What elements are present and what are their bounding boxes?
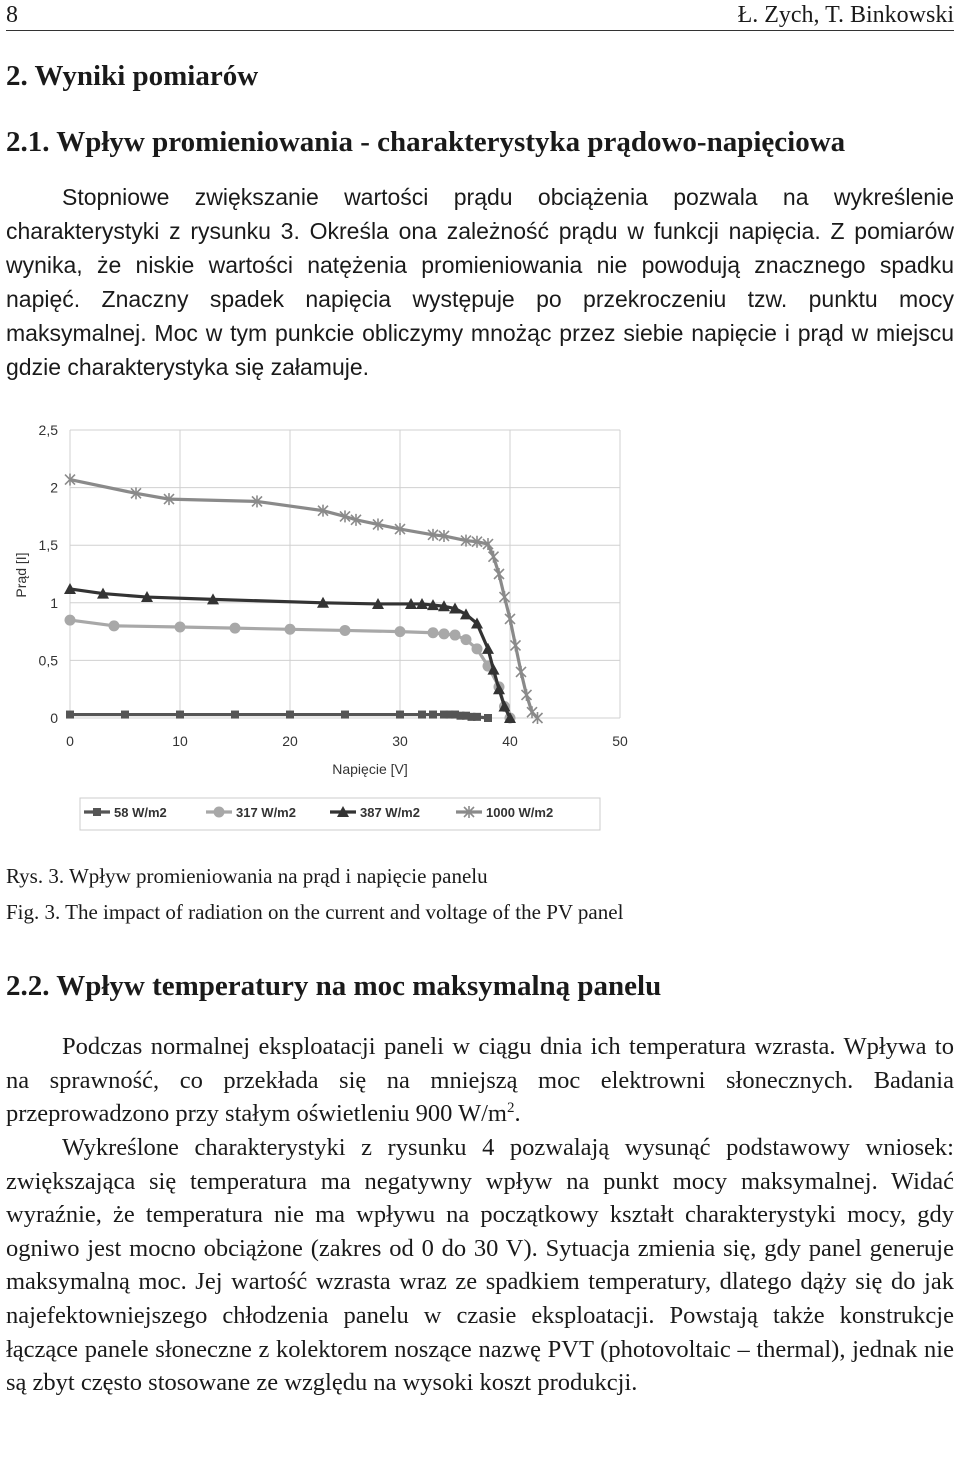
legend-label: 58 W/m2 [114, 805, 167, 820]
data-point [516, 666, 526, 678]
data-point [489, 551, 499, 563]
paragraph-temperature-1-text: Podczas normalnej eksploatacji paneli w ciągu dnia ich temperatura wzrasta. Wpływa to na sprawność, co przekłada się na mniejszą moc elektrowni słonecznych. Badania przeprowadzono przy stałym oświetleniu 900 W/m [6, 1033, 954, 1128]
series-3 [65, 474, 543, 724]
x-tick-label: 50 [612, 733, 628, 749]
data-point [395, 626, 406, 637]
running-authors: Ł. Zych, T. Binkowski [737, 2, 954, 28]
y-axis-label: Prąd [I] [13, 552, 29, 598]
data-point [175, 621, 186, 632]
iv-chart [0, 400, 960, 840]
x-tick-label: 10 [172, 733, 188, 749]
legend-label: 317 W/m2 [236, 805, 296, 820]
data-point [500, 591, 510, 603]
data-point [65, 615, 76, 626]
data-point [286, 711, 294, 719]
data-point [121, 711, 129, 719]
paragraph-temperature-2: Wykreślone charakterystyki z rysunku 4 pozwalają wysunąć podstawowy wniosek: zwiększająca się temperatura ma negatywny wpływ na punkt mocy maksymalnej. Widać wyraźnie, że temperatura nie ma wpływu na początkowy kształt charakterystyki mocy, gdy ogniwo jest mocno obciążone (zakres od 0 do 30 V). Sytuacja zmienia się, gdy panel generuje maksymalną moc. Jej wartość wzrasta wraz ze spadkiem temperatury, dlatego dąży się do jak najefektowniejszego chłodzenia panelu w czasie eksploatacji. Powstają także konstrukcje łączące panele słoneczne z kolektorem noszące nazwę PVT (photovoltaic – thermal), jednak nie są zbyt często stosowane ze względu na wysoki koszt produkcji. [6, 1134, 954, 1397]
chart-ticks [39, 422, 628, 749]
y-tick-label: 2 [50, 479, 58, 496]
data-point [461, 634, 472, 645]
data-point [494, 568, 504, 580]
superscript-2: 2 [507, 1100, 515, 1117]
data-point [472, 643, 483, 654]
figure-caption-en: Fig. 3. The impact of radiation on the current and voltage of the PV panel [6, 900, 624, 924]
y-tick-label: 0,5 [38, 652, 58, 669]
data-point [439, 628, 450, 639]
data-point [285, 624, 296, 635]
section-heading-2: 2. Wyniki pomiarów [6, 60, 259, 92]
y-tick-label: 2,5 [38, 422, 58, 438]
chart-grid [70, 430, 620, 718]
data-point [66, 711, 74, 719]
page-header [6, 0, 954, 31]
data-point [176, 711, 184, 719]
paragraph-radiation: Stopniowe zwiększanie wartości prądu obciążenia pozwala na wykreślenie charakterystyki z rysunku 3. Określa ona zależność prądu w funkcji napięcia. Z pomiarów wynika, że niskie wartości natężenia promieniowania nie powodują znacznego spadku napięć. Znaczny spadek napięcia występuje po przekroczeniu tzw. punktu mocy maksymalnej. Moc w tym punkcie obliczymy mnożąc przez siebie napięcie i prąd w miejscu gdzie charakterystyka się załamuje. [6, 184, 954, 380]
figure-caption-pl: Rys. 3. Wpływ promieniowania na prąd i napięcie panelu [6, 864, 488, 888]
data-point [482, 643, 494, 654]
y-tick-label: 0 [50, 710, 58, 726]
y-tick-label: 1,5 [38, 537, 58, 554]
data-point [230, 623, 241, 634]
x-axis-label: Napięcie [V] [332, 761, 408, 777]
x-tick-label: 20 [282, 733, 298, 749]
y-tick-label: 1 [50, 594, 58, 611]
data-point [511, 639, 521, 651]
section-heading-2-2: 2.2. Wpływ temperatury na moc maksymalną panelu [6, 970, 662, 1002]
series-0 [66, 711, 492, 722]
legend-label: 387 W/m2 [360, 805, 420, 820]
data-point [522, 689, 532, 701]
data-point [396, 711, 404, 719]
data-point [231, 711, 239, 719]
data-point [484, 714, 492, 722]
data-point [428, 627, 439, 638]
paragraph-temperature-1-end: . [514, 1100, 521, 1128]
legend-label: 1000 W/m2 [486, 805, 554, 820]
data-point [429, 711, 437, 719]
data-point [418, 711, 426, 719]
data-point [450, 630, 461, 641]
paragraph-temperature-1 [6, 1030, 954, 1131]
data-point [341, 711, 349, 719]
chart-series [64, 474, 543, 724]
series-line [70, 480, 538, 718]
page-number: 8 [6, 2, 18, 28]
legend-marker [214, 807, 225, 818]
x-tick-label: 0 [66, 733, 74, 749]
section-heading-2-1: 2.1. Wpływ promieniowania - charakterystyka prądowo-napięciowa [6, 126, 846, 158]
data-point [505, 613, 515, 625]
x-tick-label: 40 [502, 733, 518, 749]
data-point [109, 620, 120, 631]
legend-marker [93, 808, 101, 816]
data-point [340, 625, 351, 636]
x-tick-label: 30 [392, 733, 408, 749]
data-point [473, 713, 481, 721]
